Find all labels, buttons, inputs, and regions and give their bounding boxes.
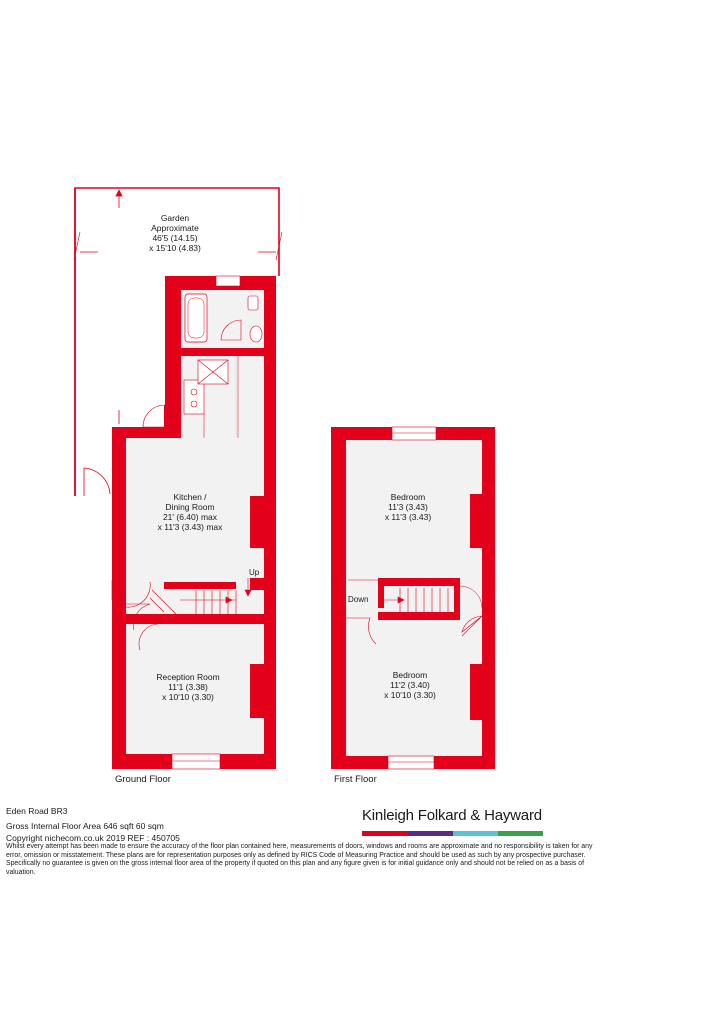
brand-bar-green (498, 831, 543, 836)
kitchen-chimney-breast (250, 496, 264, 548)
brand-bar-purple (407, 831, 453, 836)
reception-label (128, 672, 248, 702)
garden-name: Garden (160, 213, 190, 223)
partition-wall (158, 614, 264, 624)
back-door-arc (143, 405, 165, 427)
toilet-fixture (248, 296, 258, 310)
copyright-text: Copyright nichecom.co.uk 2019 REF : 450705 (6, 833, 180, 843)
garden-line1: Approximate (151, 223, 199, 233)
reception-line2: x 10'10 (3.30) (162, 692, 214, 702)
kitchen-label (130, 492, 250, 532)
ground-floor-label: Ground Floor (115, 774, 171, 785)
property-info (6, 805, 180, 844)
bath-fixture (185, 294, 207, 342)
bedroom-front-label (348, 492, 468, 522)
window-bedroom-front (392, 427, 436, 440)
brand-logo-text: Kinleigh Folkard & Hayward (362, 807, 542, 824)
bedroom-rear-line2: x 10'10 (3.30) (384, 690, 436, 700)
reception-name: Reception Room (156, 672, 220, 682)
bedroom-rear-name: Bedroom (392, 670, 428, 680)
kitchen-name: Kitchen / (173, 492, 207, 502)
kitchen-line1: Dining Room (165, 502, 215, 512)
bedroom-front-chimney (470, 494, 482, 548)
disclaimer-text: Whilst every attempt has been made to ensure the accuracy of the floor plan contained here, measurements of doors, windows and rooms are approximate and no responsibility is taken for any error, omission or misstatement. These plans are for representation purposes only as defined by RICS Code of Measuring Practice and should be used as such by any prospective purchaser. Specifically no guarantee is given on the gross internal floor area of the property if quoted on this plan and any figure given is for initial guidance only and should not be relied on as a basis of valuation. (6, 843, 593, 876)
bedroom-rear-line1: 11'2 (3.40) (390, 680, 430, 690)
address-text: Eden Road BR3 (6, 806, 68, 816)
garden-line2: 46'5 (14.15) (152, 233, 198, 243)
garden-line3: x 15'10 (4.83) (149, 243, 201, 253)
window-reception (172, 754, 220, 769)
bedroom-front-line1: 11'3 (3.43) (388, 502, 428, 512)
reception-chimney-breast (250, 664, 264, 718)
area-text: Gross Internal Floor Area 646 sqft 60 sqm (6, 821, 164, 831)
garden-door-arc (84, 468, 110, 496)
first-floor-label: First Floor (334, 774, 377, 785)
ground-stairs-up-label: Up (249, 568, 260, 577)
bedroom-rear-label (348, 670, 472, 700)
brand-bar-red (362, 831, 407, 836)
brand-bar-cyan (453, 831, 498, 836)
bedroom-front-name: Bedroom (390, 492, 426, 502)
basin-fixture (250, 326, 262, 342)
first-stairs-down-label: Down (348, 595, 369, 604)
window-bedroom-rear (388, 756, 434, 769)
reception-line1: 11'1 (3.38) (168, 682, 208, 692)
garden-label (120, 213, 230, 253)
bedroom-front-line2: x 11'3 (3.43) (384, 512, 432, 522)
window-bathroom (216, 276, 240, 286)
kitchen-line3: x 11'3 (3.43) max (157, 522, 223, 532)
kitchen-line2: 21' (6.40) max (162, 512, 218, 522)
